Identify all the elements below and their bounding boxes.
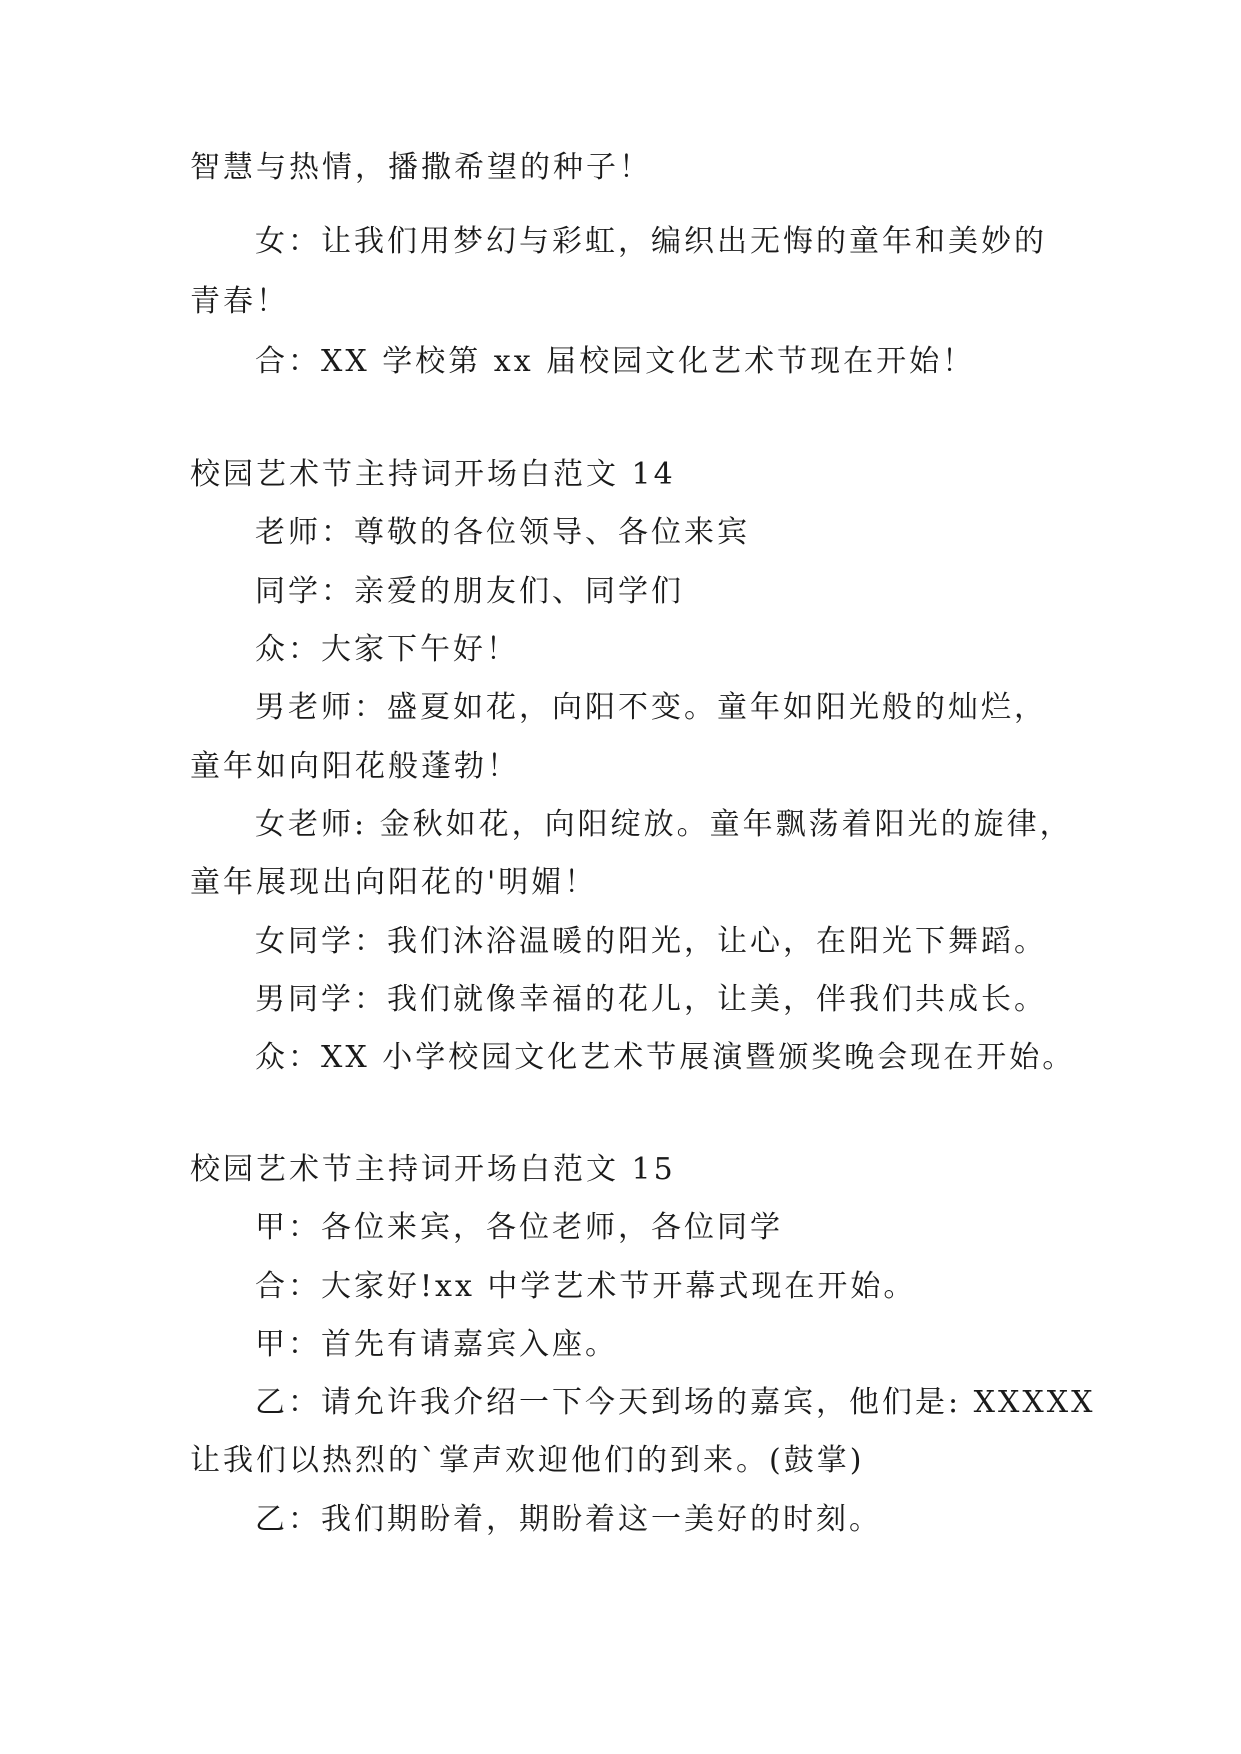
paragraph-line: 同学：亲爱的朋友们、同学们 bbox=[255, 574, 684, 609]
paragraph-line: 甲：首先有请嘉宾入座。 bbox=[255, 1327, 618, 1362]
paragraph-line: 童年如向阳花般蓬勃！ bbox=[190, 749, 520, 784]
paragraph-line: 乙：我们期盼着，期盼着这一美好的时刻。 bbox=[255, 1502, 882, 1537]
paragraph-line: 男同学：我们就像幸福的花儿，让美，伴我们共成长。 bbox=[255, 982, 1047, 1017]
section-title: 校园艺术节主持词开场白范文 15 bbox=[190, 1152, 676, 1187]
paragraph-line: 青春！ bbox=[190, 284, 289, 319]
paragraph-line: 众：XX 小学校园文化艺术节展演暨颁奖晚会现在开始。 bbox=[255, 1040, 1076, 1075]
paragraph-line: 让我们以热烈的`掌声欢迎他们的到来。(鼓掌) bbox=[190, 1443, 865, 1478]
section-title: 校园艺术节主持词开场白范文 14 bbox=[190, 457, 676, 492]
paragraph-line: 女同学：我们沐浴温暖的阳光，让心，在阳光下舞蹈。 bbox=[255, 924, 1047, 959]
paragraph-line: 男老师：盛夏如花，向阳不变。童年如阳光般的灿烂， bbox=[255, 690, 1047, 725]
paragraph-line: 女：让我们用梦幻与彩虹，编织出无悔的童年和美妙的 bbox=[255, 224, 1047, 259]
paragraph-line: 众：大家下午好！ bbox=[255, 632, 519, 667]
paragraph-line: 合：XX 学校第 xx 届校园文化艺术节现在开始！ bbox=[255, 344, 976, 379]
paragraph-line: 老师：尊敬的各位领导、各位来宾 bbox=[255, 515, 750, 550]
paragraph-line: 乙：请允许我介绍一下今天到场的嘉宾，他们是: XXXXX bbox=[255, 1385, 1096, 1420]
paragraph-line: 女老师: 金秋如花，向阳绽放。童年飘荡着阳光的旋律， bbox=[255, 807, 1073, 842]
paragraph-line: 童年展现出向阳花的'明媚！ bbox=[190, 865, 598, 900]
paragraph-line: 合：大家好!xx 中学艺术节开幕式现在开始。 bbox=[255, 1269, 917, 1304]
paragraph-line: 甲：各位来宾，各位老师，各位同学 bbox=[255, 1210, 783, 1245]
paragraph-line: 智慧与热情，播撒希望的种子！ bbox=[190, 150, 652, 185]
